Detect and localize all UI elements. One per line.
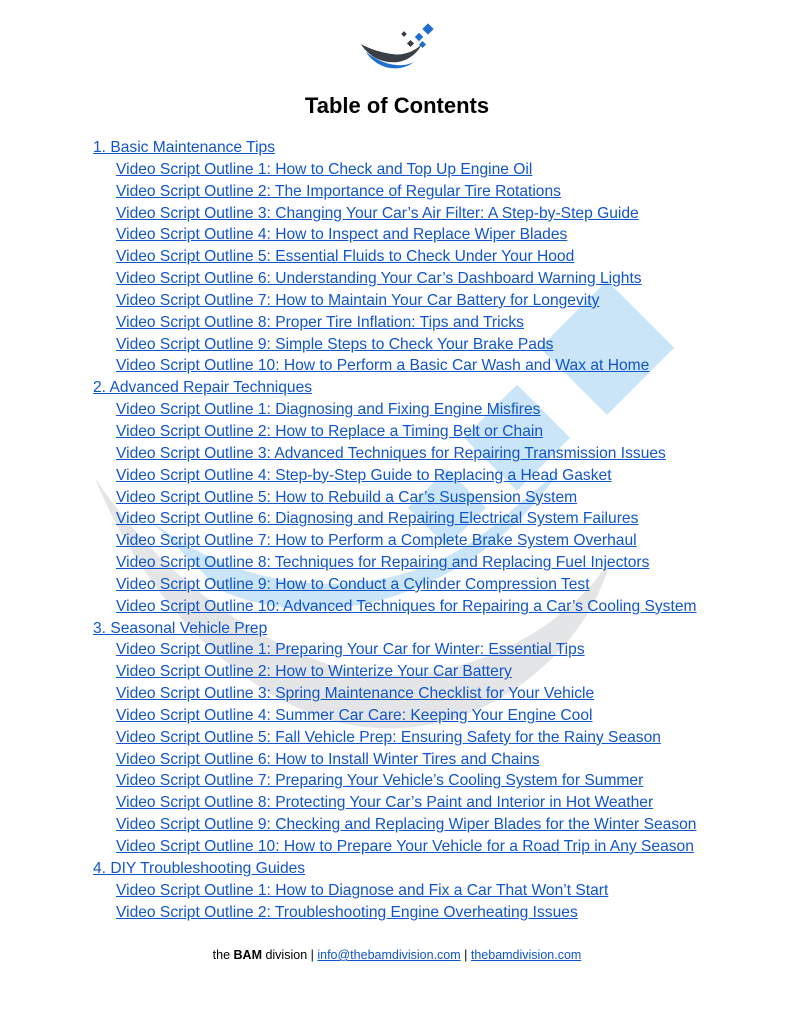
page-footer (0, 948, 794, 962)
toc-item-link[interactable]: Video Script Outline 1: Preparing Your Car for Winter: Essential Tips (116, 641, 585, 659)
toc-item-link[interactable]: Video Script Outline 6: How to Install Winter Tires and Chains (116, 750, 540, 768)
toc-item-link[interactable]: Video Script Outline 2: The Importance of Regular Tire Rotations (116, 182, 561, 200)
toc-item-link[interactable]: Video Script Outline 4: Step-by-Step Guide to Replacing a Head Gasket (116, 466, 612, 484)
toc-item-link[interactable]: Video Script Outline 3: Spring Maintenance Checklist for Your Vehicle (116, 685, 595, 703)
page-title: Table of Contents (304, 93, 490, 118)
toc-section-advanced-repair (93, 377, 783, 617)
toc-item-link[interactable]: Video Script Outline 10: How to Prepare Your Vehicle for a Road Trip in Any Season (116, 838, 694, 855)
toc-section-seasonal-prep (93, 618, 783, 858)
toc-item-link[interactable]: Video Script Outline 7: Preparing Your Vehicle’s Cooling System for Summer (116, 772, 644, 790)
table-of-contents (93, 137, 783, 923)
footer-website-link[interactable]: thebamdivision.com (470, 948, 582, 962)
footer-separator: | (460, 948, 471, 962)
toc-item-link[interactable]: Video Script Outline 8: Proper Tire Inflation: Tips and Tricks (116, 313, 524, 331)
toc-item-link[interactable]: Video Script Outline 3: Advanced Techniques for Repairing Transmission Issues (116, 444, 666, 462)
toc-item-link[interactable]: Video Script Outline 3: Changing Your Car’s Air Filter: A Step-by-Step Guide (116, 204, 639, 222)
footer-brand: BAM (233, 948, 262, 962)
toc-item-link[interactable]: Video Script Outline 10: Advanced Techniques for Repairing a Car’s Cooling System (116, 597, 697, 615)
toc-item-link[interactable]: Video Script Outline 5: Fall Vehicle Prep: Ensuring Safety for the Rainy Season (116, 728, 661, 746)
toc-section-link[interactable]: 2. Advanced Repair Techniques (93, 379, 313, 397)
toc-item-link[interactable]: Video Script Outline 7: How to Maintain Your Car Battery for Longevity (116, 291, 600, 309)
toc-item-link[interactable]: Video Script Outline 1: Diagnosing and Fixing Engine Misfires (116, 401, 541, 419)
toc-item-link[interactable]: Video Script Outline 1: How to Diagnose and Fix a Car That Won’t Start (116, 881, 609, 899)
toc-section-basic-maintenance (93, 137, 783, 377)
toc-item-link[interactable]: Video Script Outline 9: Checking and Replacing Wiper Blades for the Winter Season (116, 816, 697, 834)
toc-section-diy-troubleshooting (93, 858, 783, 924)
footer-suffix: division | (261, 948, 318, 962)
toc-item-link[interactable]: Video Script Outline 1: How to Check and Top Up Engine Oil (116, 160, 533, 178)
toc-item-link[interactable]: Video Script Outline 2: Troubleshooting Engine Overheating Issues (116, 903, 578, 921)
bam-logo-icon (358, 22, 436, 74)
toc-item-link[interactable]: Video Script Outline 7: How to Perform a Complete Brake System Overhaul (116, 532, 637, 550)
toc-item-link[interactable]: Video Script Outline 6: Diagnosing and Repairing Electrical System Failures (116, 510, 639, 528)
toc-item-link[interactable]: Video Script Outline 5: Essential Fluids to Check Under Your Hood (116, 248, 575, 266)
toc-item-link[interactable]: Video Script Outline 2: How to Winterize Your Car Battery (116, 663, 512, 681)
toc-section-link[interactable]: 4. DIY Troubleshooting Guides (93, 859, 306, 877)
footer-prefix: the (212, 948, 234, 962)
toc-section-link[interactable]: 3. Seasonal Vehicle Prep (93, 619, 268, 637)
toc-item-link[interactable]: Video Script Outline 8: Protecting Your Car’s Paint and Interior in Hot Weather (116, 794, 654, 812)
toc-item-link[interactable]: Video Script Outline 4: How to Inspect and Replace Wiper Blades (116, 226, 568, 244)
toc-item-link[interactable]: Video Script Outline 4: Summer Car Care: Keeping Your Engine Cool (116, 706, 593, 724)
toc-item-link[interactable]: Video Script Outline 6: Understanding Your Car’s Dashboard Warning Lights (116, 270, 642, 288)
toc-item-link[interactable]: Video Script Outline 9: Simple Steps to Check Your Brake Pads (116, 335, 554, 353)
toc-item-link[interactable]: Video Script Outline 9: How to Conduct a Cylinder Compression Test (116, 575, 590, 593)
toc-item-link[interactable]: Video Script Outline 5: How to Rebuild a Car’s Suspension System (116, 488, 578, 506)
footer-email-link[interactable]: info@thebamdivision.com (317, 948, 461, 962)
toc-section-link[interactable]: 1. Basic Maintenance Tips (93, 139, 276, 156)
toc-item-link[interactable]: Video Script Outline 8: Techniques for Repairing and Replacing Fuel Injectors (116, 554, 650, 572)
toc-item-link[interactable]: Video Script Outline 2: How to Replace a Timing Belt or Chain (116, 422, 544, 440)
toc-item-link[interactable]: Video Script Outline 10: How to Perform a Basic Car Wash and Wax at Home (116, 357, 650, 375)
